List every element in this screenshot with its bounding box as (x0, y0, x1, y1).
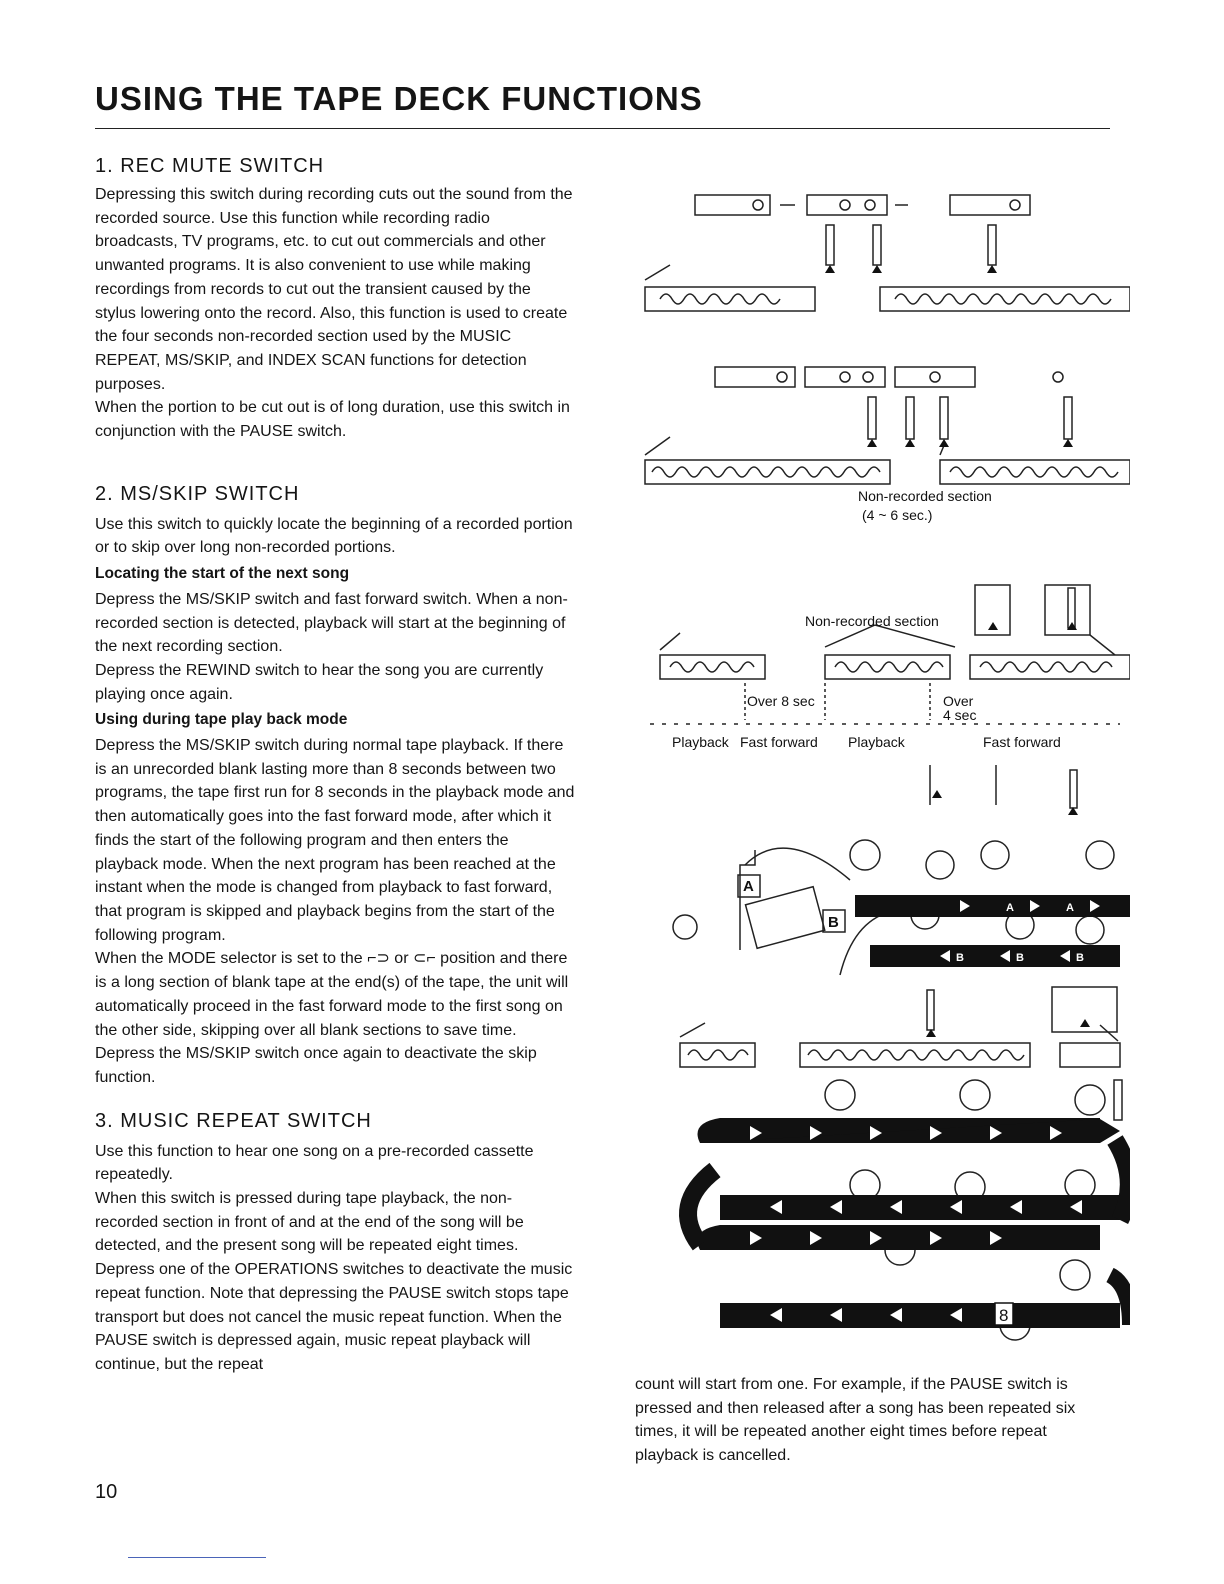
indicator-panel-1 (695, 195, 1030, 215)
svg-text:B: B (1076, 952, 1084, 964)
tape-strip-1 (645, 265, 1130, 311)
svg-text:A: A (1006, 902, 1014, 914)
paragraph: Depress the REWIND switch to hear the song you are currently playing once again. (95, 661, 544, 703)
paragraph: count will start from one. For example, if the PAUSE switch is pressed and then released after a song has been repeated six times, it will be repeated another eight times before repeat playback is cancelled. (635, 1376, 1076, 1465)
indicator-panel-2 (715, 367, 1063, 387)
paragraph: When the MODE selector is set to the ⌐⊃ or ⊂⌐ position and there is a long section of blank tape at the end(s) of the tape, the unit will automatically proceed in the fast forward mode to the first song on the other side, skipping over all blank sections to save time. (95, 950, 569, 1039)
label-fast-forward: Fast forward (740, 734, 818, 750)
repeat-characters (850, 840, 1114, 944)
label-nonrecorded-2: Non-recorded section (805, 613, 939, 629)
label-nonrecorded-1: Non-recorded section (858, 488, 992, 504)
section-heading-music-repeat: 3. MUSIC REPEAT SWITCH (95, 1109, 372, 1132)
tape-function-illustration (640, 175, 1130, 1370)
loop-arrows (750, 1126, 1082, 1322)
label-side-a: A (743, 878, 754, 895)
label-nonrecorded-duration: (4 ~ 6 sec.) (862, 507, 933, 523)
label-fast-forward-2: Fast forward (983, 734, 1061, 750)
paragraph: When the portion to be cut out is of long duration, use this switch in conjunction with the PAUSE switch. (95, 399, 570, 441)
switch-knob-repeat (1114, 1080, 1122, 1120)
switch-knobs-row1 (826, 225, 996, 265)
label-playback: Playback (672, 734, 729, 750)
svg-text:B: B (956, 952, 964, 964)
paragraph: Depress the MS/SKIP switch once again to deactivate the skip function. (95, 1045, 537, 1086)
subheading-locating: Locating the start of the next song (95, 565, 350, 583)
svg-text:B: B (1016, 952, 1024, 964)
label-side-b: B (828, 914, 839, 931)
page-title: USING THE TAPE DECK FUNCTIONS (95, 80, 703, 117)
label-4-sec: 4 sec (943, 707, 977, 723)
paragraph: Use this switch to quickly locate the beginning of a recorded portion or to skip over long non-recorded portions. (95, 515, 573, 557)
section-heading-rec-mute: 1. REC MUTE SWITCH (95, 155, 325, 177)
footer-rule (128, 1557, 266, 1558)
page-number: 10 (95, 1481, 118, 1503)
label-playback-2: Playback (848, 734, 905, 750)
switch-knobs-row3 (930, 765, 1077, 808)
subheading-playback-mode: Using during tape play back mode (95, 711, 348, 729)
paragraph: Depress the MS/SKIP switch and fast forward switch. When a non-recorded section is detected, playback will start at the beginning of the next recording section. (95, 590, 568, 656)
tape-strip-5 (680, 1023, 1120, 1067)
paragraph: Depress the MS/SKIP switch during normal tape playback. If there is an unrecorded blank lasting more than 8 seconds between two programs, the tape first run for 8 seconds in the playback mode and then automatically goes into the fast forward mode, after which it finds the start of the following program and then enters the playback mode. When the next program has been reached at the instant when the mode is changed from playback to fast forward, that program is skipped and playback begins from the start of the following program. (95, 737, 575, 944)
tape-strip-3 (650, 625, 1130, 724)
left-column (95, 155, 575, 1377)
tape-strip-2 (645, 437, 1130, 484)
paragraph: Depressing this switch during recording cuts out the sound from the recorded source. Use this function while recording radio broadcasts, TV programs, etc. to cut out commercials and other unwanted programs. It is also convenient to use while making recordings from records to cut out the transient caused by the stylus lowering onto the record. Also, this function is used to create the four seconds non-recorded section used by the MUSIC REPEAT, MS/SKIP, and INDEX SCAN functions for detection purposes. (95, 186, 573, 393)
label-repeat-count: 8 (999, 1306, 1009, 1325)
svg-text:A: A (1066, 902, 1074, 914)
repeat-loop-band (688, 1118, 1130, 1328)
switch-knobs-row2 (868, 397, 1072, 439)
section-heading-ms-skip: 2. MS/SKIP SWITCH (95, 482, 300, 505)
paragraph: When this switch is pressed during tape playback, the non-recorded section in front of and at the end of the song will be detected, and the present song will be repeated eight times. (95, 1190, 524, 1255)
tape-band-a (855, 895, 1130, 917)
label-over-8-sec: Over 8 sec (747, 693, 815, 709)
right-column-text (635, 1373, 1113, 1468)
title-divider (95, 128, 1110, 129)
label-over: Over (943, 693, 974, 709)
paragraph: Depress one of the OPERATIONS switches to deactivate the music repeat function. Note that depressing the PAUSE switch stops tape transport but does not cancel the music repeat function. When the PAUSE switch is depressed again, music repeat playback will continue, but the repeat (95, 1261, 573, 1373)
paragraph: Use this function to hear one song on a pre-recorded cassette repeatedly. (95, 1142, 534, 1184)
